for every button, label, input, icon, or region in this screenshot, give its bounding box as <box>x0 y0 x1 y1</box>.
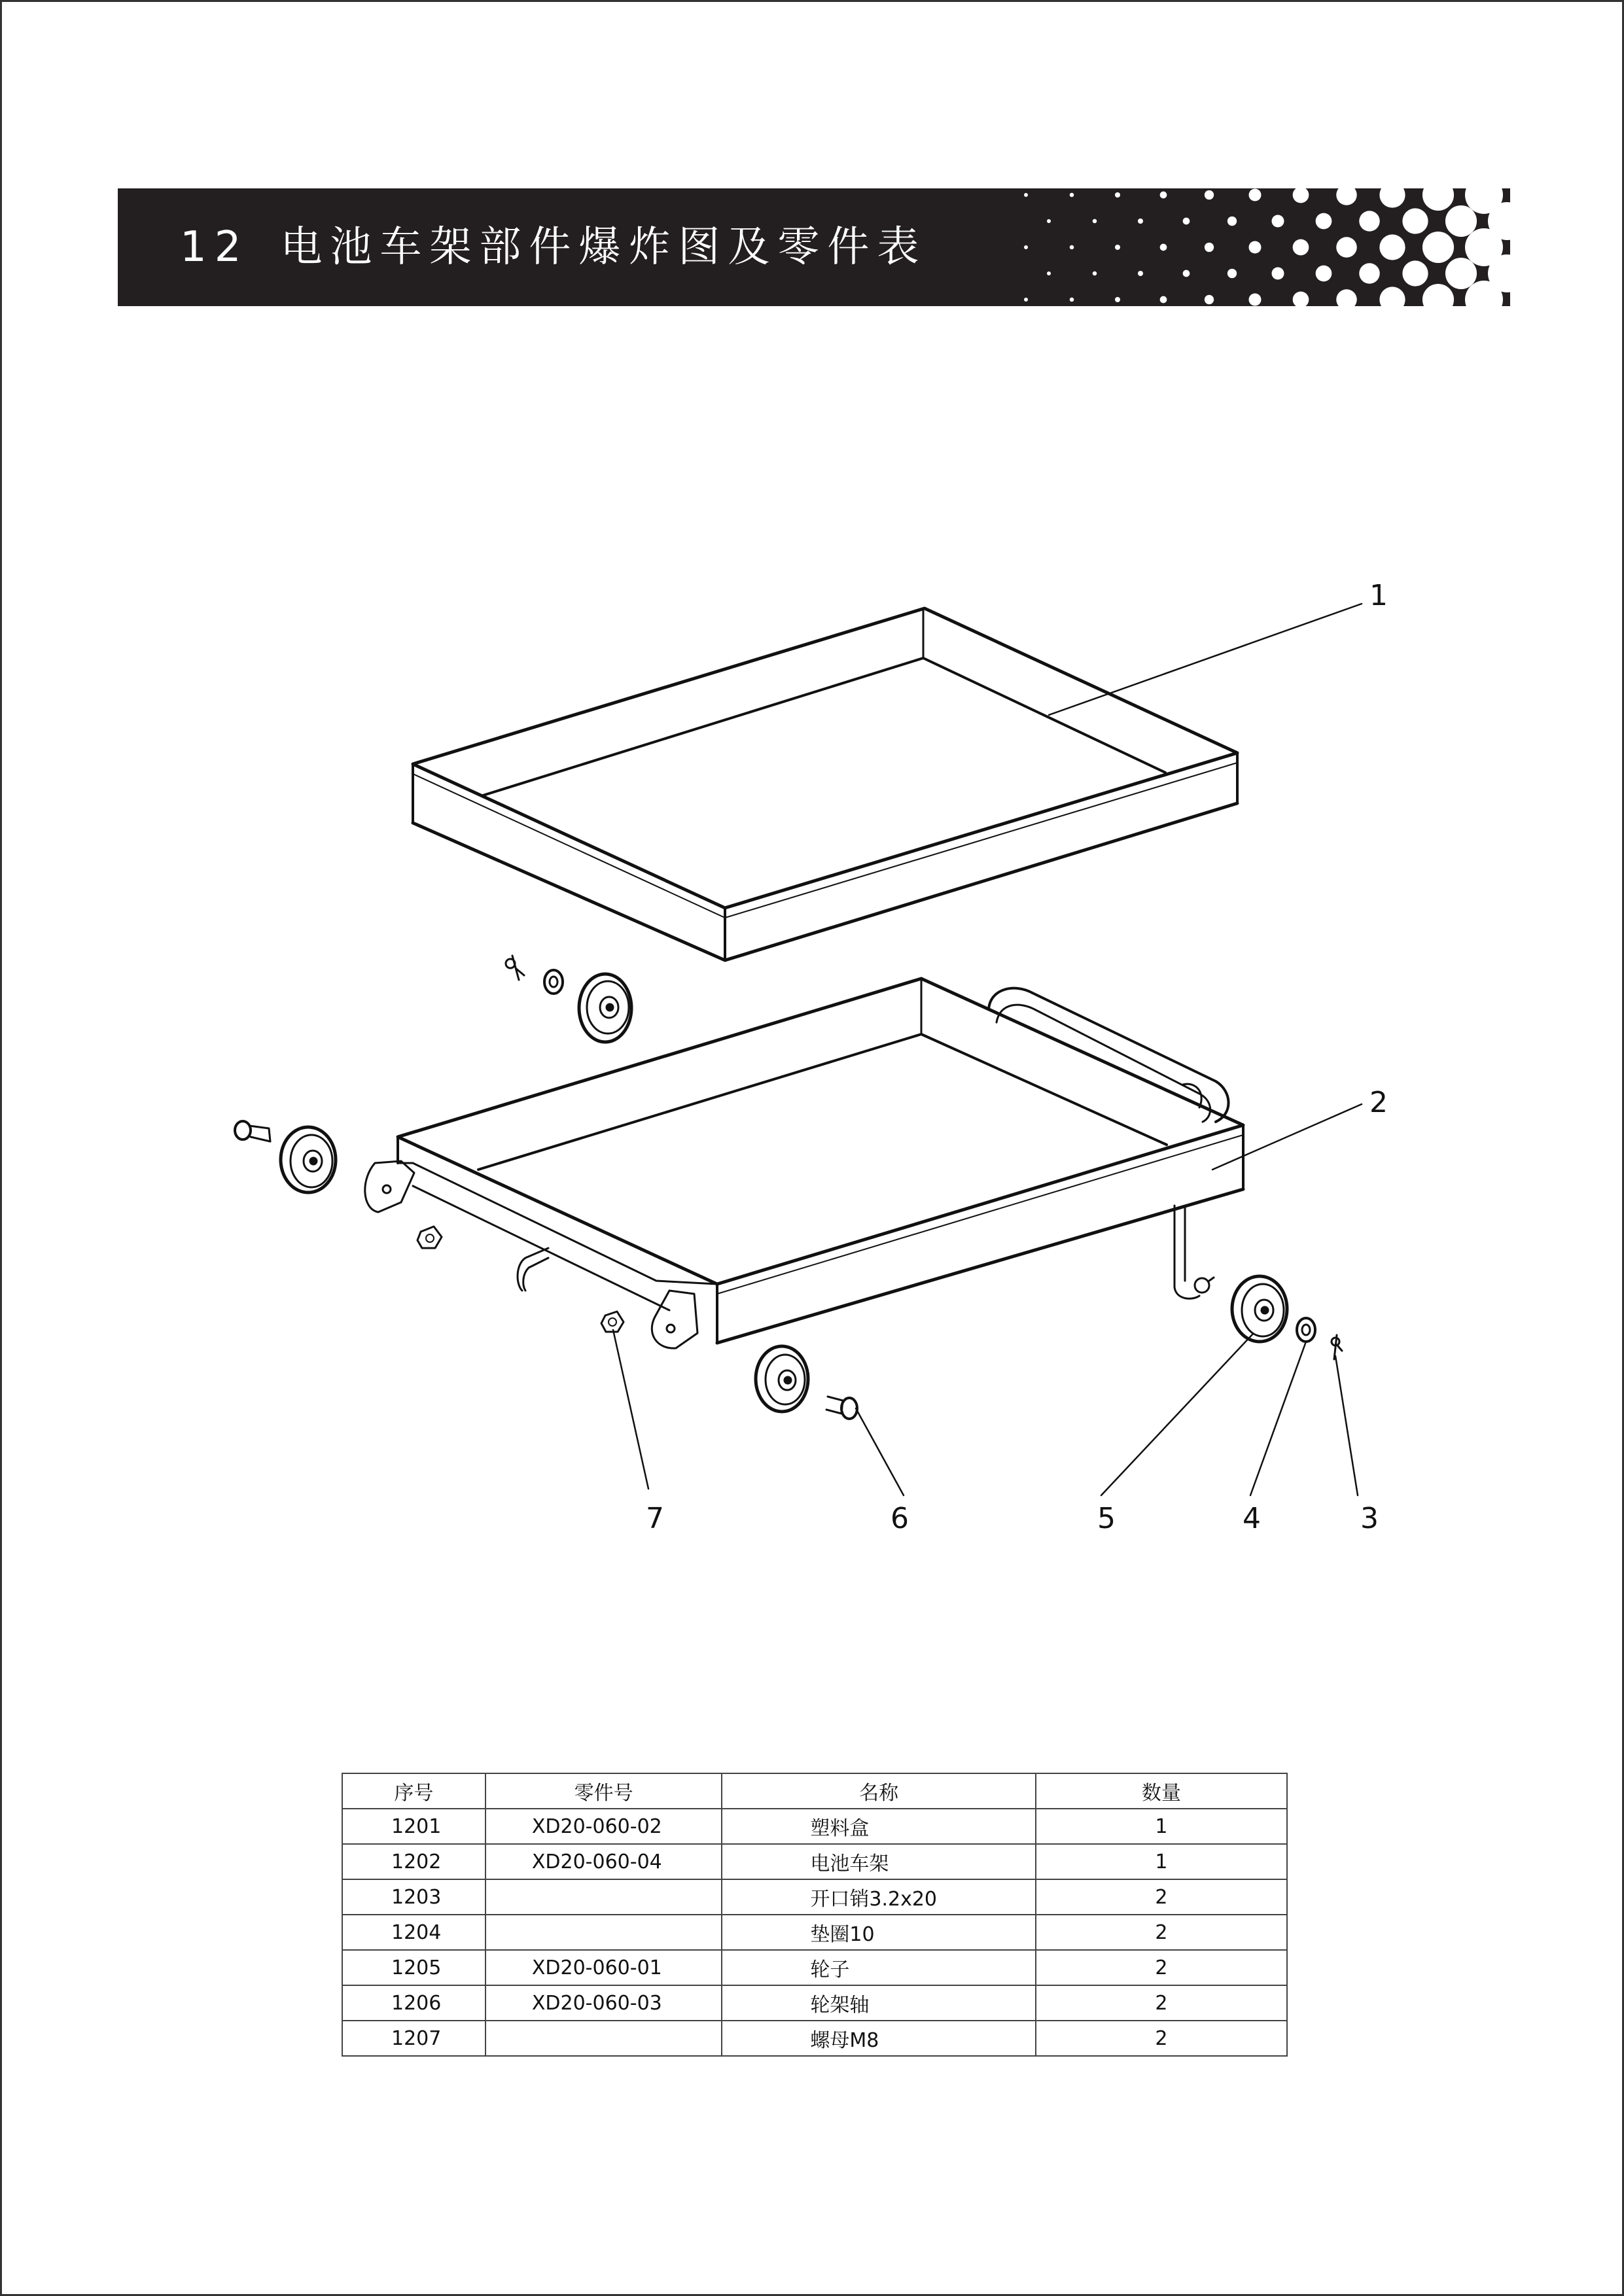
cell-part-code: XD20-060-01 <box>485 1950 722 1985</box>
callout-2: 2 <box>1369 1086 1388 1119</box>
cell-part-name: 电池车架 <box>722 1844 1035 1879</box>
leader-line-6 <box>856 1408 904 1495</box>
part-washer-upper <box>544 970 563 994</box>
part-washer-right <box>1297 1318 1315 1342</box>
section-number: 12 <box>180 223 249 271</box>
callout-6: 6 <box>891 1502 909 1535</box>
table-row <box>342 1985 1287 2021</box>
callout-3: 3 <box>1360 1502 1379 1535</box>
table-row <box>342 1844 1287 1879</box>
table-header-row <box>342 1773 1287 1809</box>
part-wheel-left <box>281 1127 336 1192</box>
part-wheel-upper <box>579 974 631 1042</box>
leader-line-5 <box>1101 1334 1253 1495</box>
part-axle-shaft-front <box>826 1397 857 1419</box>
callout-5: 5 <box>1097 1502 1116 1535</box>
cell-seq: 1201 <box>342 1809 485 1844</box>
cell-quantity: 1 <box>1036 1844 1287 1879</box>
cell-seq: 1204 <box>342 1915 485 1950</box>
cell-quantity: 2 <box>1036 1879 1287 1915</box>
part-wheel-right <box>1232 1276 1287 1342</box>
callout-1: 1 <box>1369 579 1388 612</box>
cell-quantity: 2 <box>1036 1950 1287 1985</box>
table-row <box>342 1879 1287 1915</box>
part-axle-shaft-left <box>235 1121 270 1141</box>
section-title: 电池车架部件爆炸图及零件表 <box>280 223 927 271</box>
part-nut-front <box>601 1312 624 1332</box>
part-cotter-pin-right <box>1332 1335 1342 1359</box>
table-row <box>342 1809 1287 1844</box>
cell-part-code: XD20-060-03 <box>485 1985 722 2021</box>
cell-part-name: 轮子 <box>722 1950 1035 1985</box>
cell-part-name: 轮架轴 <box>722 1985 1035 2021</box>
leader-line-4 <box>1250 1342 1306 1495</box>
part-nut-left <box>417 1226 442 1248</box>
callout-7: 7 <box>646 1502 664 1535</box>
parts-table <box>342 1773 1288 2057</box>
cell-part-name: 开口销3.2x20 <box>722 1879 1035 1915</box>
cell-part-code: XD20-060-02 <box>485 1809 722 1844</box>
cell-quantity: 2 <box>1036 1985 1287 2021</box>
cell-seq: 1203 <box>342 1879 485 1915</box>
cell-quantity: 2 <box>1036 2021 1287 2056</box>
callout-4: 4 <box>1243 1502 1261 1535</box>
leader-line-7 <box>613 1330 648 1489</box>
header-quantity: 数量 <box>1036 1773 1287 1809</box>
cell-part-code: XD20-060-04 <box>485 1844 722 1879</box>
cell-part-code <box>485 2021 722 2056</box>
part-cotter-pin-upper <box>506 956 524 980</box>
part-plastic-box <box>413 608 1237 960</box>
header-part-code: 零件号 <box>485 1773 722 1809</box>
cell-seq: 1206 <box>342 1985 485 2021</box>
cell-part-code <box>485 1915 722 1950</box>
cell-seq: 1207 <box>342 2021 485 2056</box>
cell-quantity: 2 <box>1036 1915 1287 1950</box>
leader-line-1 <box>1049 604 1362 715</box>
part-battery-cart-frame <box>365 979 1243 1348</box>
table-row <box>342 2021 1287 2056</box>
table-row <box>342 1915 1287 1950</box>
cell-part-name: 垫圈10 <box>722 1915 1035 1950</box>
leader-line-3 <box>1335 1356 1358 1495</box>
table-row <box>342 1950 1287 1985</box>
cell-part-name: 螺母M8 <box>722 2021 1035 2056</box>
leader-lines <box>613 604 1362 1495</box>
header-part-name: 名称 <box>722 1773 1035 1809</box>
cell-seq: 1205 <box>342 1950 485 1985</box>
header-seq: 序号 <box>342 1773 485 1809</box>
cell-quantity: 1 <box>1036 1809 1287 1844</box>
cell-part-name: 塑料盒 <box>722 1809 1035 1844</box>
part-wheel-front <box>756 1346 808 1412</box>
cell-part-code <box>485 1879 722 1915</box>
cell-seq: 1202 <box>342 1844 485 1879</box>
exploded-view-drawing <box>2 2 1624 1703</box>
